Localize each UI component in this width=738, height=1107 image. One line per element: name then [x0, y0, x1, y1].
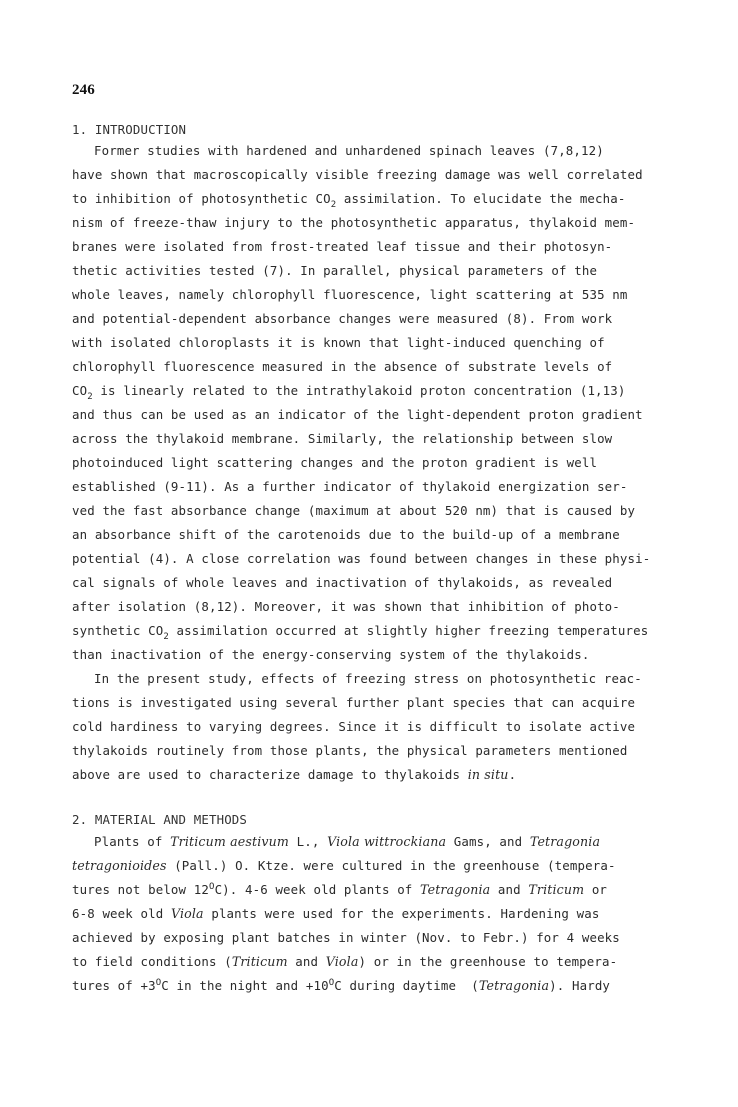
- text-line: achieved by exposing plant batches in winter (Nov. to Febr.) for 4 weeks: [72, 930, 620, 945]
- text-line: nism of freeze-thaw injury to the photosynthetic apparatus, thylakoid mem-: [72, 215, 636, 230]
- text-line: cold hardiness to varying degrees. Since it is difficult to isolate active: [72, 719, 636, 734]
- text-line: an absorbance shift of the carotenoids due to the build-up of a membrane: [72, 527, 620, 542]
- text-line: Former studies with hardened and unhardened spinach leaves (7,8,12): [94, 143, 604, 158]
- text-line: after isolation (8,12). Moreover, it was shown that inhibition of photo-: [72, 599, 620, 614]
- text-line: thetic activities tested (7). In parallel, physical parameters of the: [72, 263, 598, 278]
- text-line: established (9-11). As a further indicator of thylakoid energization ser-: [72, 479, 628, 494]
- text-line: Plants of Triticum aestivum L., Viola wittrockiana Gams, and Tetragonia: [94, 834, 601, 849]
- text-line: photoinduced light scattering changes and the proton gradient is well: [72, 455, 598, 470]
- text-line: to inhibition of photosynthetic $CO_2$ assimilation. To elucidate the mecha-: [72, 191, 626, 210]
- text-line: than inactivation of the energy-conserving system of the thylakoids.: [72, 647, 590, 662]
- text-line: have shown that macroscopically visible freezing damage was well correlated: [72, 167, 643, 182]
- text-line: cal signals of whole leaves and inactivation of thylakoids, as revealed: [72, 575, 613, 590]
- text-line: with isolated chloroplasts it is known that light-induced quenching of: [72, 335, 605, 350]
- text-line: above are used to characterize damage to thylakoids in situ.: [72, 767, 517, 782]
- text-line: and potential-dependent absorbance changes were measured (8). From work: [72, 311, 613, 326]
- page-number: 246: [72, 82, 95, 98]
- text-line: synthetic $CO_2$ assimilation occurred at slightly higher freezing temperatures: [72, 623, 649, 642]
- text-line: tions is investigated using several further plant species that can acquire: [72, 695, 636, 710]
- text-line: whole leaves, namely chlorophyll fluorescence, light scattering at 535 nm: [72, 287, 628, 302]
- text-line: to field conditions (Triticum and Viola) or in the greenhouse to tempera-: [72, 954, 618, 969]
- text-line: across the thylakoid membrane. Similarly, the relationship between slow: [72, 431, 613, 446]
- text-line: tures of $+3^OC$ in the night and $+10^OC$ during daytime (Tetragonia). Hardy: [72, 978, 611, 993]
- text-line: In the present study, effects of freezing stress on photosynthetic reac-: [94, 671, 642, 686]
- text-line: potential (4). A close correlation was found between changes in these physi-: [72, 551, 651, 566]
- text-line: thylakoids routinely from those plants, the physical parameters mentioned: [72, 743, 628, 758]
- text-line: branes were isolated from frost-treated leaf tissue and their photosyn-: [72, 239, 613, 254]
- section-heading-material-and-methods: 2. MATERIAL AND METHODS: [72, 812, 248, 827]
- text-line: tetragonioides (Pall.) O. Ktze. were cultured in the greenhouse (tempera-: [72, 858, 616, 873]
- section-heading-introduction: 1. INTRODUCTION: [72, 122, 187, 137]
- text-line: $CO_2$ is linearly related to the intrathylakoid proton concentration (1,13): [72, 383, 626, 402]
- text-line: ved the fast absorbance change (maximum at about 520 nm) that is caused by: [72, 503, 636, 518]
- text-line: chlorophyll fluorescence measured in the absence of substrate levels of: [72, 359, 613, 374]
- text-line: 6-8 week old Viola plants were used for the experiments. Hardening was: [72, 906, 600, 921]
- text-line: tures not below $12^OC$). 4-6 week old plants of Tetragonia and Triticum or: [72, 882, 608, 897]
- text-line: and thus can be used as an indicator of the light-dependent proton gradient: [72, 407, 643, 422]
